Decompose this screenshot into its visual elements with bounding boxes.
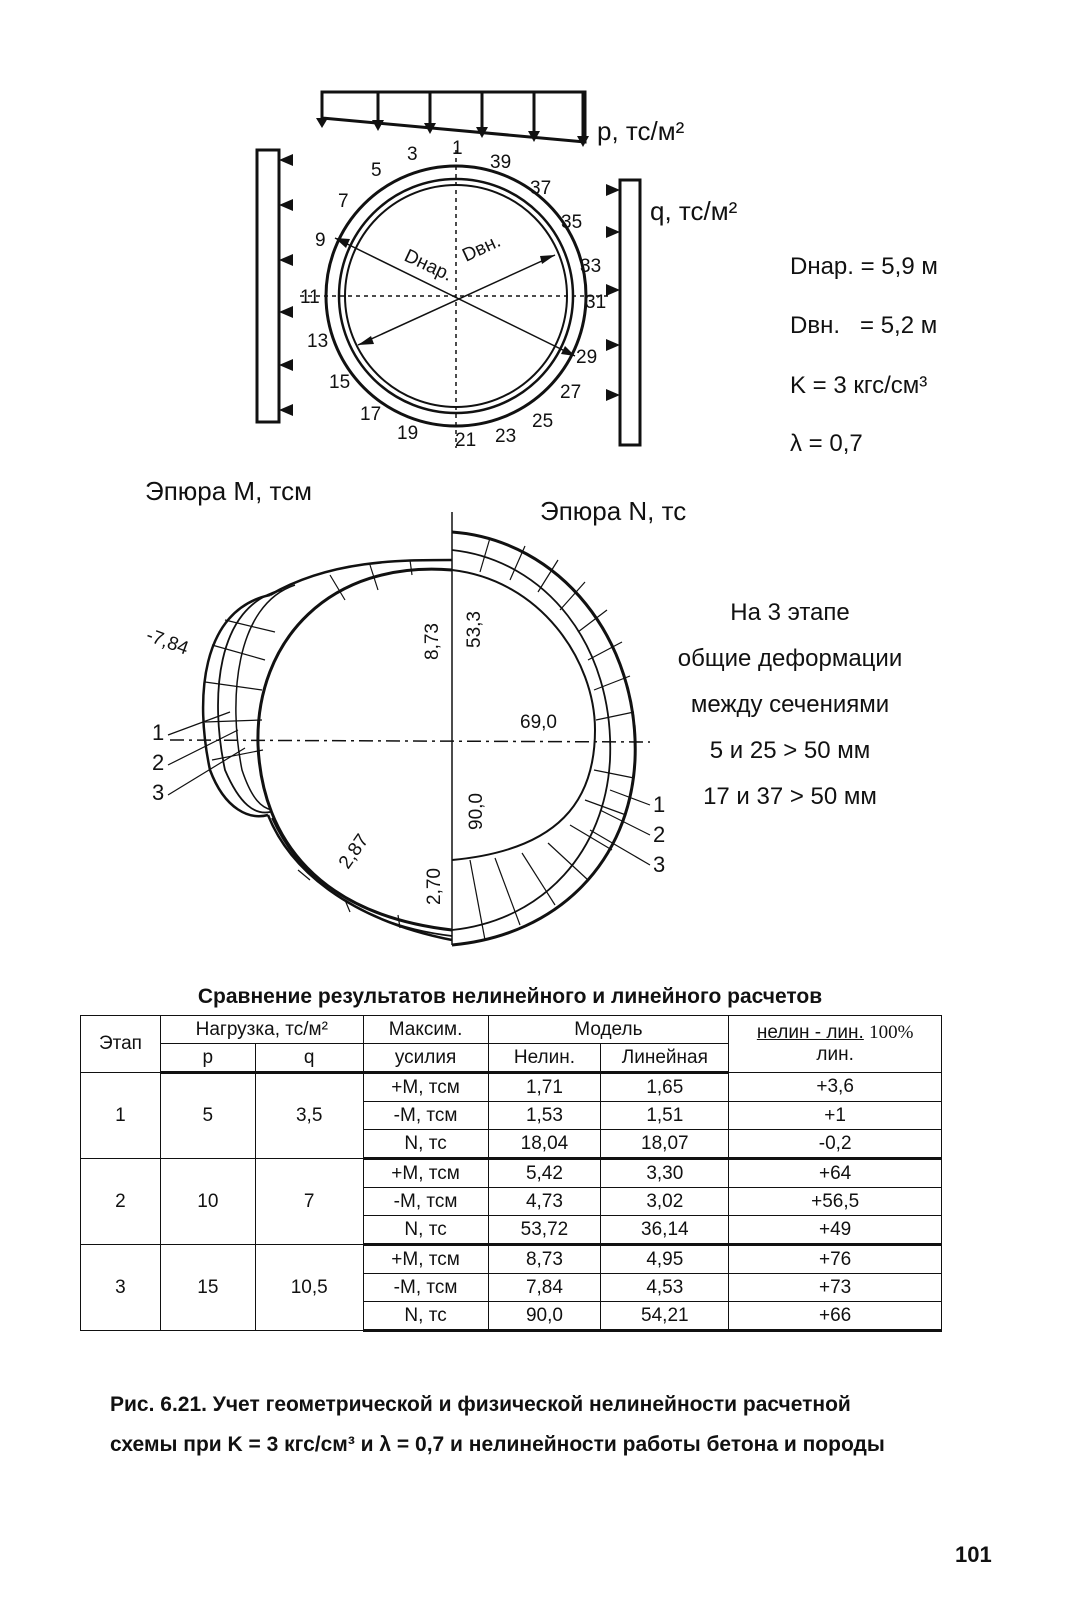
svg-text:29: 29	[576, 347, 598, 368]
table-cell: +M, тсм	[363, 1159, 488, 1188]
table-cell: +49	[729, 1216, 942, 1245]
param-d-outer: Dнар. = 5,9 м	[790, 253, 938, 280]
svg-text:23: 23	[495, 426, 517, 447]
table-cell: 7,84	[488, 1274, 601, 1302]
m-left-value: -7,84	[143, 624, 192, 660]
header-ratio: нелин - лин. 100% лин.	[729, 1016, 942, 1073]
header-nonlin: Нелин.	[488, 1044, 601, 1073]
table-cell: 4,95	[601, 1245, 729, 1274]
table-cell: +1	[729, 1102, 942, 1130]
m-diagram-title: Эпюра M, тсм	[145, 476, 313, 506]
table-cell: 18,04	[488, 1130, 601, 1159]
table-cell: +M, тсм	[363, 1245, 488, 1274]
header-q: q	[255, 1044, 363, 1073]
svg-text:19: 19	[397, 423, 419, 444]
svg-text:39: 39	[490, 152, 512, 173]
table-cell: 8,73	[488, 1245, 601, 1274]
svg-text:15: 15	[329, 372, 351, 393]
svg-text:3: 3	[407, 144, 418, 165]
n-right-value: 69,0	[520, 712, 557, 733]
svg-text:25: 25	[532, 411, 554, 432]
svg-text:1: 1	[452, 138, 463, 159]
d-inner-label: Dвн.	[459, 230, 504, 267]
table-cell: +66	[729, 1302, 942, 1331]
header-max2: усилия	[363, 1044, 488, 1073]
load-q-left-diagram	[257, 150, 279, 422]
p-cell: 5	[160, 1073, 255, 1159]
q-cell: 7	[255, 1159, 363, 1245]
table-cell: 3,30	[601, 1159, 729, 1188]
svg-text:1: 1	[653, 792, 666, 817]
table-cell: 3,02	[601, 1188, 729, 1216]
svg-text:17: 17	[360, 404, 382, 425]
svg-text:13: 13	[307, 331, 329, 352]
n-bottom-value: 90,0	[466, 793, 487, 830]
n-top-value: 53,3	[464, 611, 485, 648]
svg-text:3: 3	[152, 780, 165, 805]
table-cell: 36,14	[601, 1216, 729, 1245]
stage-cell: 1	[81, 1073, 161, 1159]
stage-cell: 2	[81, 1159, 161, 1245]
table-cell: 18,07	[601, 1130, 729, 1159]
header-p: p	[160, 1044, 255, 1073]
table-cell: 4,73	[488, 1188, 601, 1216]
table-cell: +73	[729, 1274, 942, 1302]
param-d-inner: Dвн. = 5,2 м	[790, 312, 938, 339]
svg-text:3: 3	[653, 852, 666, 877]
table-cell: N, тс	[363, 1216, 488, 1245]
svg-text:35: 35	[561, 212, 583, 233]
svg-text:2: 2	[152, 750, 165, 775]
m-bottom-value: 2,70	[424, 868, 445, 905]
svg-text:27: 27	[560, 382, 582, 403]
svg-text:33: 33	[580, 256, 602, 277]
svg-text:1: 1	[152, 720, 165, 745]
stage-curve-labels	[152, 720, 665, 877]
table-cell: 5,42	[488, 1159, 601, 1188]
load-q-label: q, тс/м²	[650, 196, 738, 226]
table-cell: 4,53	[601, 1274, 729, 1302]
q-cell: 10,5	[255, 1245, 363, 1331]
table-cell: 1,53	[488, 1102, 601, 1130]
table-cell: N, тс	[363, 1302, 488, 1331]
header-lin: Линейная	[601, 1044, 729, 1073]
stage3-notes: На 3 этапе общие деформации между сечениями 5 и 25 > 50 мм 17 и 37 > 50 мм	[677, 599, 903, 810]
epure-value-labels	[143, 611, 557, 905]
q-cell: 3,5	[255, 1073, 363, 1159]
table-cell: -M, тсм	[363, 1102, 488, 1130]
header-stage: Этап	[81, 1016, 161, 1073]
svg-text:2: 2	[653, 822, 666, 847]
header-max1: Максим.	[363, 1016, 488, 1044]
p-cell: 10	[160, 1159, 255, 1245]
param-lambda: λ = 0,7	[790, 430, 863, 457]
n-diagram-title: Эпюра N, тс	[540, 496, 687, 526]
table-cell: 54,21	[601, 1302, 729, 1331]
table-cell: 1,65	[601, 1073, 729, 1102]
page-number: 101	[955, 1542, 992, 1567]
svg-text:7: 7	[338, 191, 349, 212]
load-p-label: p, тс/м²	[597, 116, 685, 146]
table-cell: +3,6	[729, 1073, 942, 1102]
table-cell: -0,2	[729, 1130, 942, 1159]
header-model: Модель	[488, 1016, 729, 1044]
m-top-value: 8,73	[422, 623, 443, 660]
d-outer-label: Dнар.	[400, 245, 456, 286]
table-cell: +64	[729, 1159, 942, 1188]
svg-text:31: 31	[585, 292, 607, 313]
header-load: Нагрузка, тс/м²	[160, 1016, 363, 1044]
table-cell: N, тс	[363, 1130, 488, 1159]
figure-caption: Рис. 6.21. Учет геометрической и физической нелинейности расчетной схемы при K = 3 кгс/см³ и λ = 0,7 и нелинейности работы бетона и породы	[110, 1393, 885, 1456]
table-cell: 90,0	[488, 1302, 601, 1331]
table-cell: -M, тсм	[363, 1188, 488, 1216]
svg-text:11: 11	[300, 287, 320, 308]
param-k: K = 3 кгс/см³	[790, 372, 928, 399]
m-lower-value: 2,87	[334, 830, 374, 873]
table-cell: -M, тсм	[363, 1274, 488, 1302]
load-p-diagram	[322, 92, 585, 143]
svg-text:21: 21	[455, 430, 477, 451]
table-cell: +76	[729, 1245, 942, 1274]
comparison-table	[80, 1015, 942, 1332]
p-cell: 15	[160, 1245, 255, 1331]
table-cell: +56,5	[729, 1188, 942, 1216]
table-cell: +M, тсм	[363, 1073, 488, 1102]
table-title: Сравнение результатов нелинейного и линейного расчетов	[197, 985, 823, 1008]
table-cell: 1,71	[488, 1073, 601, 1102]
load-q-right-diagram	[620, 180, 640, 445]
stage-cell: 3	[81, 1245, 161, 1331]
table-cell: 53,72	[488, 1216, 601, 1245]
svg-text:37: 37	[530, 178, 552, 199]
svg-text:5: 5	[371, 160, 382, 181]
epure-diagram	[168, 512, 650, 945]
table-cell: 1,51	[601, 1102, 729, 1130]
svg-text:9: 9	[315, 230, 326, 251]
